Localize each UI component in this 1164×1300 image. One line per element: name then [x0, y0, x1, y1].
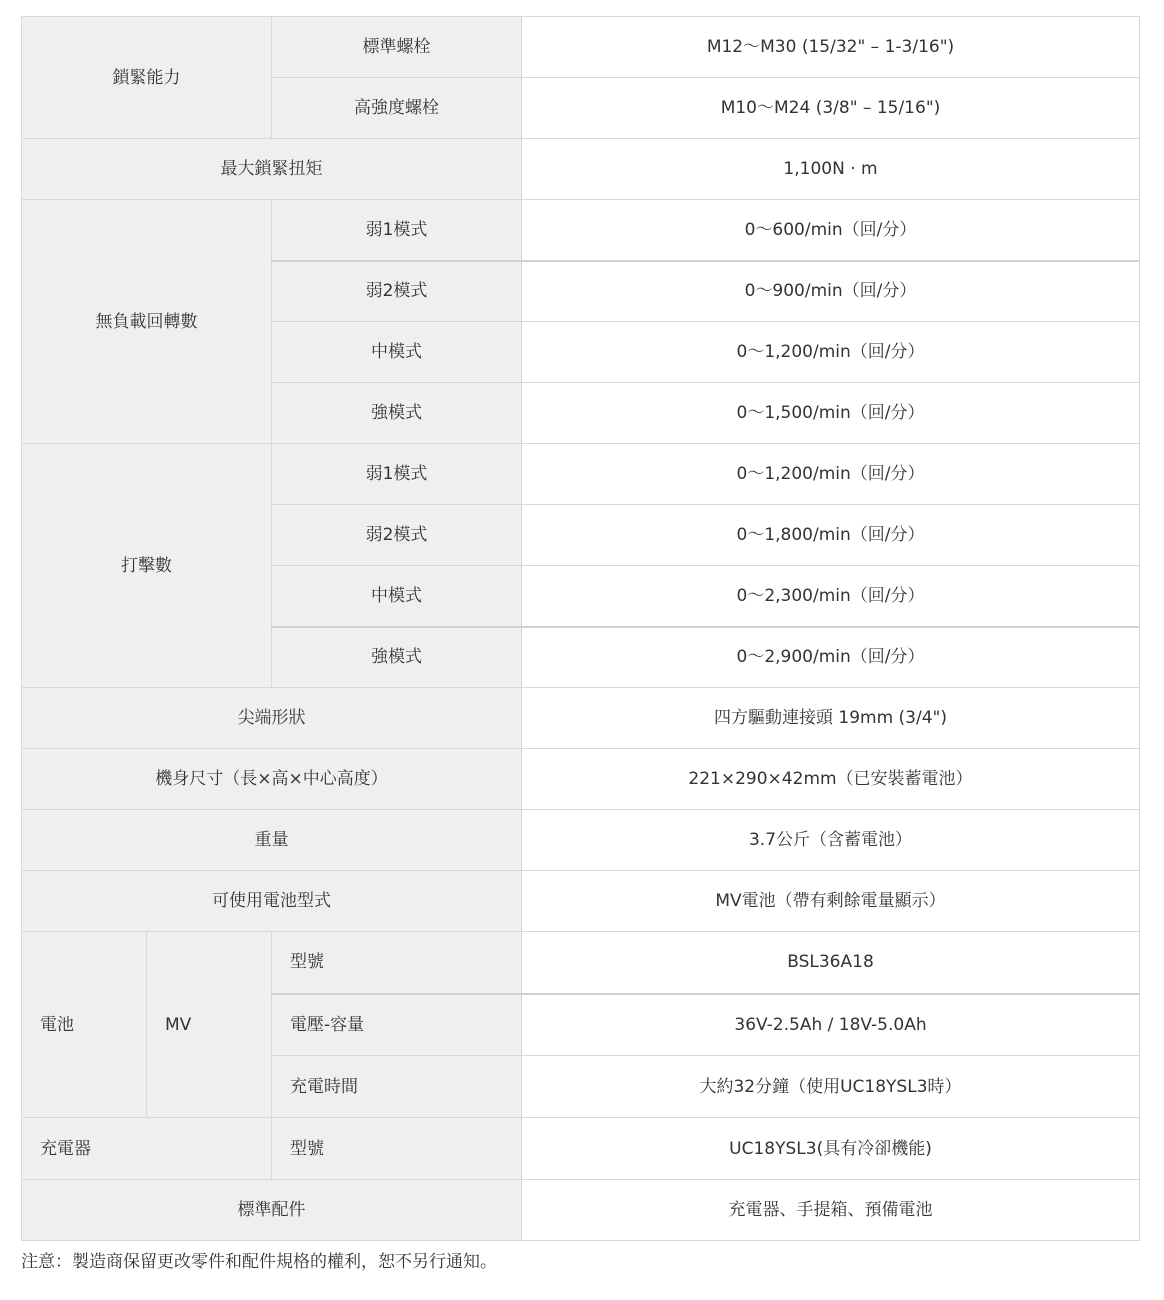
dimensions-label: 機身尺寸（長×高×中心高度）: [22, 749, 522, 810]
tightening-capacity-label: 鎖緊能力: [22, 17, 272, 139]
spec-table-container: [21, 16, 1139, 1241]
battery-model-value: BSL36A18: [522, 932, 1140, 994]
charger-model-label: 型號: [272, 1118, 522, 1180]
no-load-mode-value: 0～1,200/min（回/分）: [522, 322, 1140, 383]
battery-series-label: MV: [147, 932, 272, 1118]
impact-mode-label: 強模式: [272, 627, 522, 688]
charge-time-label: 充電時間: [272, 1056, 522, 1118]
high-strength-bolt-value: M10～M24 (3/8" – 15/16"): [522, 78, 1140, 139]
charge-time-value: 大約32分鐘（使用UC18YSL3時）: [522, 1056, 1140, 1118]
spec-table: [21, 16, 1140, 1241]
high-strength-bolt-label: 高強度螺栓: [272, 78, 522, 139]
no-load-mode-label: 弱1模式: [272, 200, 522, 261]
battery-voltage-value: 36V-2.5Ah / 18V-5.0Ah: [522, 994, 1140, 1056]
tip-shape-label: 尖端形狀: [22, 688, 522, 749]
weight-label: 重量: [22, 810, 522, 871]
battery-type-label: 可使用電池型式: [22, 871, 522, 932]
tip-shape-value: 四方驅動連接頭 19mm (3/4"): [522, 688, 1140, 749]
battery-type-value: MV電池（帶有剩餘電量顯示）: [522, 871, 1140, 932]
weight-value: 3.7公斤（含蓄電池）: [522, 810, 1140, 871]
standard-accessories-label: 標準配件: [22, 1180, 522, 1241]
max-torque-value: 1,100N · m: [522, 139, 1140, 200]
standard-bolt-label: 標準螺栓: [272, 17, 522, 78]
impact-mode-value: 0～1,200/min（回/分）: [522, 444, 1140, 505]
no-load-mode-label: 弱2模式: [272, 261, 522, 322]
battery-model-label: 型號: [272, 932, 522, 994]
battery-voltage-label: 電壓-容量: [272, 994, 522, 1056]
no-load-mode-label: 中模式: [272, 322, 522, 383]
impact-mode-label: 中模式: [272, 566, 522, 627]
dimensions-value: 221×290×42mm（已安裝蓄電池）: [522, 749, 1140, 810]
impact-mode-label: 弱1模式: [272, 444, 522, 505]
no-load-mode-value: 0～900/min（回/分）: [522, 261, 1140, 322]
no-load-speed-label: 無負載回轉數: [22, 200, 272, 444]
no-load-mode-value: 0～600/min（回/分）: [522, 200, 1140, 261]
no-load-mode-value: 0～1,500/min（回/分）: [522, 383, 1140, 444]
max-torque-label: 最大鎖緊扭矩: [22, 139, 522, 200]
charger-label: 充電器: [22, 1118, 272, 1180]
impact-mode-value: 0～2,900/min（回/分）: [522, 627, 1140, 688]
standard-bolt-value: M12～M30 (15/32" – 1-3/16"): [522, 17, 1140, 78]
impact-mode-value: 0～1,800/min（回/分）: [522, 505, 1140, 566]
impact-mode-value: 0～2,300/min（回/分）: [522, 566, 1140, 627]
standard-accessories-value: 充電器、手提箱、預備電池: [522, 1180, 1140, 1241]
disclaimer-note: 注意：製造商保留更改零件和配件規格的權利，恕不另行通知。: [21, 1252, 497, 1272]
no-load-mode-label: 強模式: [272, 383, 522, 444]
battery-label: 電池: [22, 932, 147, 1118]
charger-model-value: UC18YSL3(具有冷卻機能): [522, 1118, 1140, 1180]
impact-rate-label: 打擊數: [22, 444, 272, 688]
impact-mode-label: 弱2模式: [272, 505, 522, 566]
